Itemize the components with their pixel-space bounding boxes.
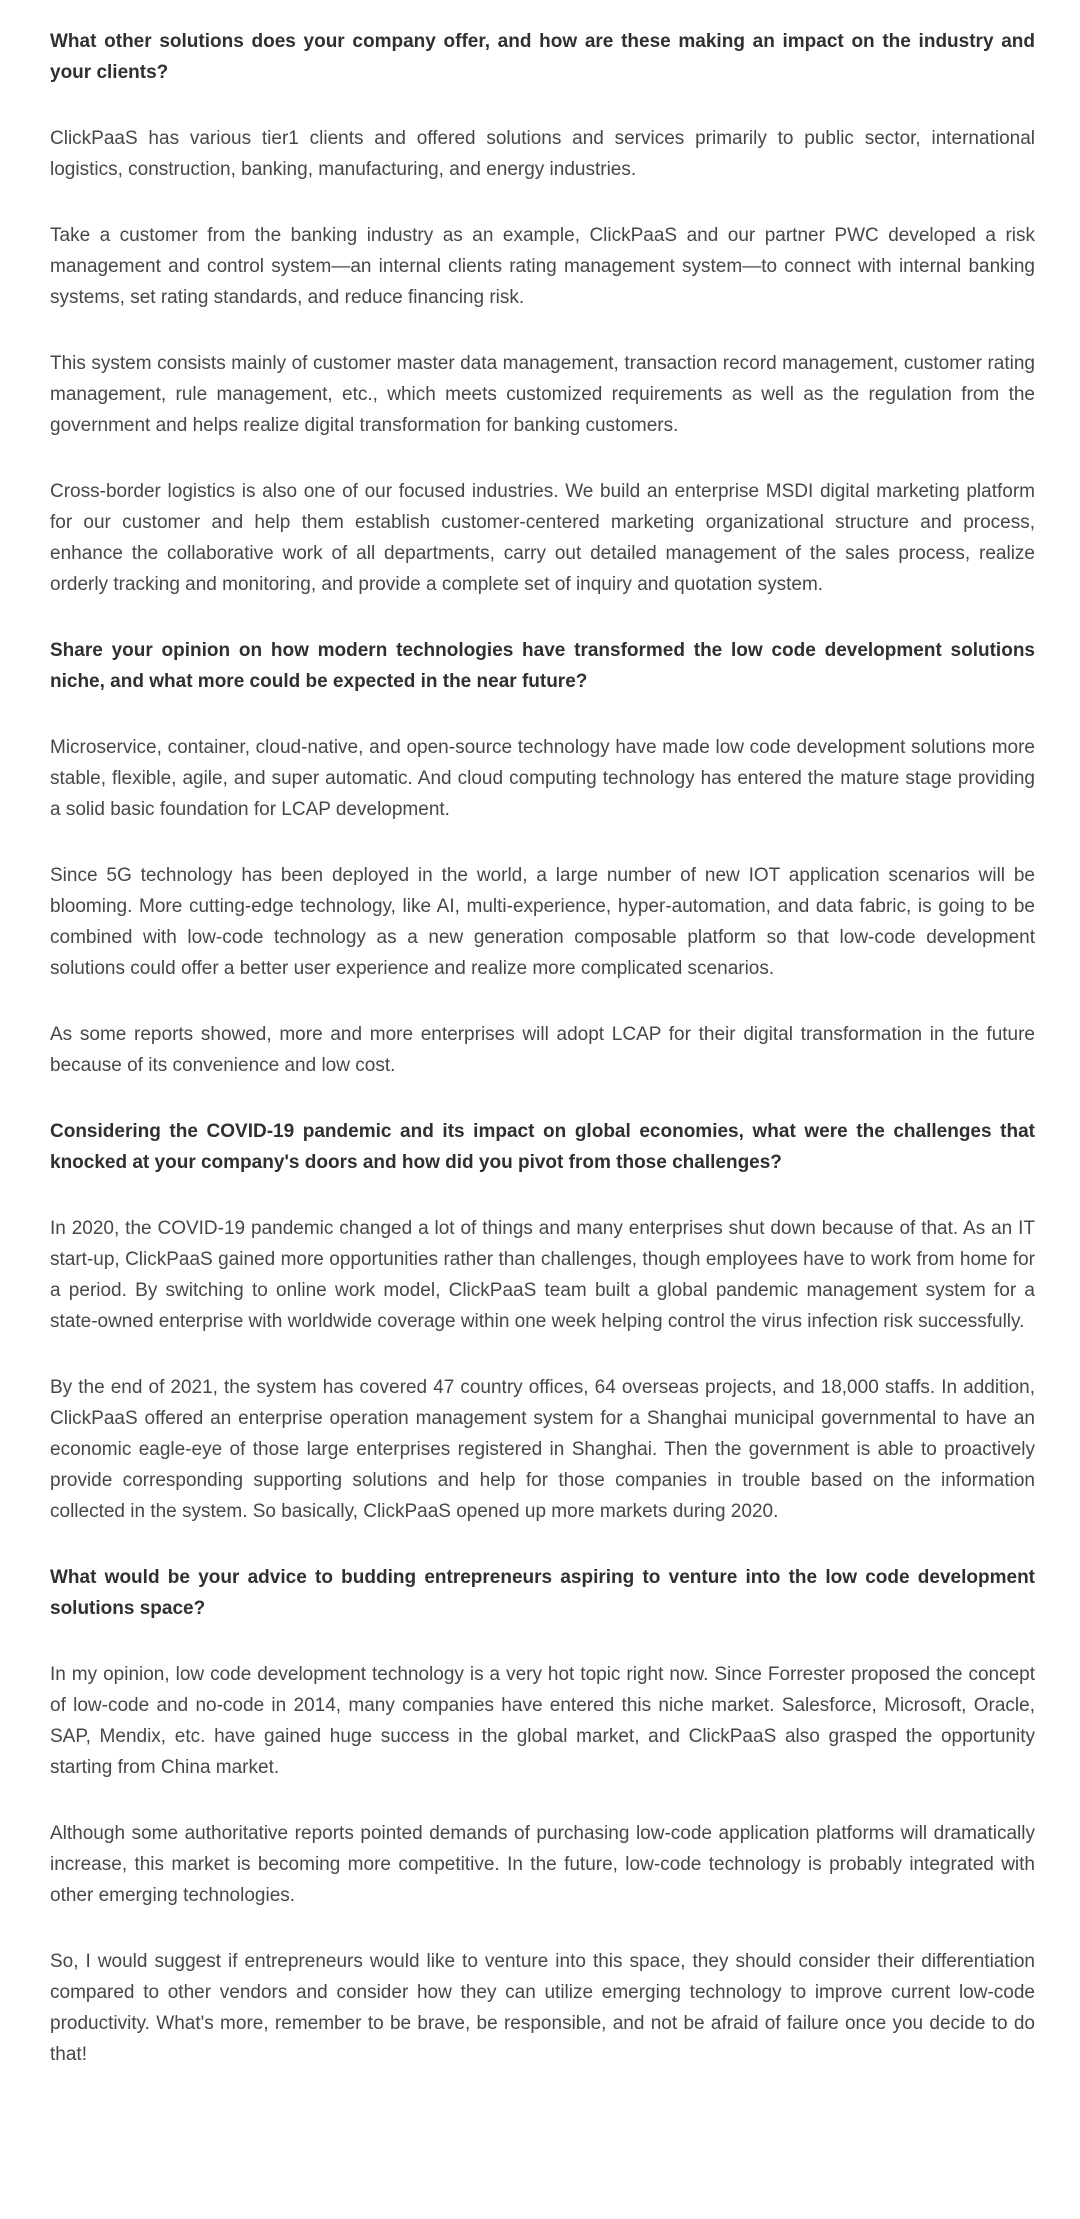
answer-paragraph: This system consists mainly of customer master data management, transaction record management, customer rating management, rule management, etc., which meets customized requirements as well as the regulation from the government and helps realize digital transformation for banking customers. [50,353,1035,436]
answer-paragraph: Since 5G technology has been deployed in the world, a large number of new IOT application scenarios will be blooming. More cutting-edge technology, like AI, multi-experience, hyper-automation, and data fabric, is going to be combined with low-code technology as a new generation composable platform so that low-code development solutions could offer a better user experience and realize more complicated scenarios. [50,865,1035,979]
answer-paragraph: Microservice, container, cloud-native, and open-source technology have made low code development solutions more stable, flexible, agile, and super automatic. And cloud computing technology has entered the mature stage providing a solid basic foundation for LCAP development. [50,737,1035,820]
answer-paragraph: Although some authoritative reports pointed demands of purchasing low-code application platforms will dramatically increase, this market is becoming more competitive. In the future, low-code technology is probably integrated with other emerging technologies. [50,1823,1035,1906]
answer-paragraph: By the end of 2021, the system has covered 47 country offices, 64 overseas projects, and 18,000 staffs. In addition, ClickPaaS offered an enterprise operation management system for a Shanghai municipal governmental to have an economic eagle-eye of those large enterprises registered in Shanghai. Then the government is able to proactively provide corresponding supporting solutions and help for those companies in trouble based on the information collected in the system. So basically, ClickPaaS opened up more markets during 2020. [50,1377,1035,1522]
interview-question: What would be your advice to budding entrepreneurs aspiring to venture into the low code development solutions space? [50,1567,1035,1619]
answer-paragraph: Cross-border logistics is also one of our focused industries. We build an enterprise MSDI digital marketing platform for our customer and help them establish customer-centered marketing organizational structure and process, enhance the collaborative work of all departments, carry out detailed management of the sales process, realize orderly tracking and monitoring, and provide a complete set of inquiry and quotation system. [50,481,1035,595]
qa-section [50,1116,1035,1527]
qa-section [50,1562,1035,2070]
answer-paragraph: Take a customer from the banking industry as an example, ClickPaaS and our partner PWC developed a risk management and control system—an internal clients rating management system—to connect with internal banking systems, set rating standards, and reduce financing risk. [50,225,1035,308]
qa-section [50,26,1035,600]
interview-question: What other solutions does your company offer, and how are these making an impact on the industry and your clients? [50,31,1035,83]
answer-paragraph: As some reports showed, more and more enterprises will adopt LCAP for their digital transformation in the future because of its convenience and low cost. [50,1024,1035,1076]
qa-section [50,635,1035,1081]
answer-paragraph: ClickPaaS has various tier1 clients and offered solutions and services primarily to public sector, international logistics, construction, banking, manufacturing, and energy industries. [50,128,1035,180]
interview-question: Share your opinion on how modern technologies have transformed the low code development solutions niche, and what more could be expected in the near future? [50,640,1035,692]
interview-question: Considering the COVID-19 pandemic and its impact on global economies, what were the challenges that knocked at your company's doors and how did you pivot from those challenges? [50,1121,1035,1173]
answer-paragraph: In my opinion, low code development technology is a very hot topic right now. Since Forrester proposed the concept of low-code and no-code in 2014, many companies have entered this niche market. Salesforce, Microsoft, Oracle, SAP, Mendix, etc. have gained huge success in the global market, and ClickPaaS also grasped the opportunity starting from China market. [50,1664,1035,1778]
interview-article [50,26,1035,2070]
answer-paragraph: In 2020, the COVID-19 pandemic changed a lot of things and many enterprises shut down because of that. As an IT start-up, ClickPaaS gained more opportunities rather than challenges, though employees have to work from home for a period. By switching to online work model, ClickPaaS team built a global pandemic management system for a state-owned enterprise with worldwide coverage within one week helping control the virus infection risk successfully. [50,1218,1035,1332]
answer-paragraph: So, I would suggest if entrepreneurs would like to venture into this space, they should consider their differentiation compared to other vendors and consider how they can utilize emerging technology to improve current low-code productivity. What's more, remember to be brave, be responsible, and not be afraid of failure once you decide to do that! [50,1951,1035,2065]
